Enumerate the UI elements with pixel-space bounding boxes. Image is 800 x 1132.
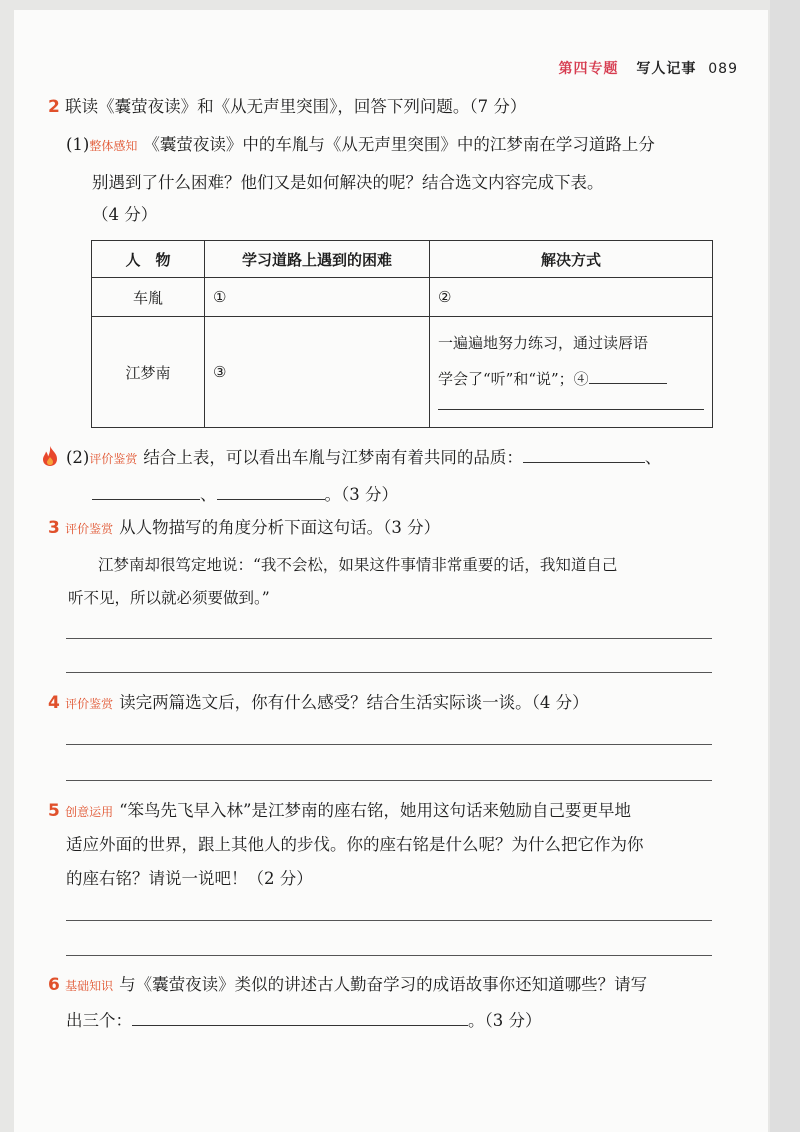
category-tag: 基础知识 bbox=[65, 979, 114, 993]
answer-blank[interactable] bbox=[132, 1007, 468, 1026]
question-3 bbox=[48, 513, 440, 544]
question-text: 联读《囊萤夜读》和《从无声里突围》，回答下列问题。（7 分） bbox=[65, 97, 527, 116]
q2-sub2-line1 bbox=[66, 443, 661, 474]
difficulty-cell[interactable]: ③ bbox=[205, 317, 430, 428]
question-number: 5 bbox=[48, 801, 60, 821]
answer-line[interactable] bbox=[66, 920, 712, 921]
q2-sub1-line2: 别遇到了什么困难？他们又是如何解决的呢？结合选文内容完成下表。 bbox=[92, 173, 604, 192]
solution-cell[interactable] bbox=[430, 317, 713, 428]
table-header-cell: 学习道路上遇到的困难 bbox=[205, 241, 430, 278]
table-header-cell: 解决方式 bbox=[430, 241, 713, 278]
line-prefix: 出三个： bbox=[66, 1011, 132, 1030]
q2-sub2-line2 bbox=[92, 480, 398, 510]
answer-blank-line[interactable] bbox=[438, 397, 704, 410]
category-tag: 评价鉴赏 bbox=[89, 452, 138, 466]
question-5 bbox=[48, 796, 631, 827]
person-name-cell: 江梦南 bbox=[92, 317, 205, 428]
sub-label: (1) bbox=[66, 135, 90, 154]
separator: 、 bbox=[644, 448, 662, 467]
solution-line: 一遍遍地努力练习，通过读唇语 bbox=[438, 333, 649, 352]
answer-blank[interactable] bbox=[92, 481, 200, 500]
answer-line[interactable] bbox=[66, 744, 712, 745]
category-tag: 创意运用 bbox=[65, 805, 114, 819]
page-number: 089 bbox=[708, 61, 738, 77]
category-tag: 评价鉴赏 bbox=[65, 697, 114, 711]
separator: 、 bbox=[200, 485, 217, 504]
question-text: “笨鸟先飞早入林”是江梦南的座右铭，她用这句话来勉励自己要更早地 bbox=[119, 801, 631, 820]
question-6 bbox=[48, 970, 647, 1001]
q5-line3: 的座右铭？请说一说吧！（2 分） bbox=[66, 869, 313, 888]
answer-line[interactable] bbox=[66, 780, 712, 781]
table-header-row bbox=[92, 241, 713, 278]
question-number: 3 bbox=[48, 518, 60, 538]
q3-quote-line1: 江梦南却很笃定地说：“我不会松，如果这件事情非常重要的话，我知道自己 bbox=[98, 556, 618, 574]
answer-blank[interactable] bbox=[589, 365, 667, 384]
solution-line-text: 学会了“听”和“说”；④ bbox=[438, 369, 589, 388]
line-end: 。（3 分） bbox=[468, 1011, 542, 1030]
category-tag: 评价鉴赏 bbox=[65, 522, 114, 536]
q5-line2: 适应外面的世界，跟上其他人的步伐。你的座右铭是什么呢？为什么把它作为你 bbox=[66, 835, 644, 854]
answer-blank[interactable] bbox=[217, 481, 325, 500]
sub-text: 《囊萤夜读》中的车胤与《从无声里突围》中的江梦南在学习道路上分 bbox=[143, 135, 655, 154]
page-edge bbox=[770, 0, 800, 1132]
solution-line bbox=[438, 361, 704, 397]
answer-line[interactable] bbox=[66, 638, 712, 639]
solution-cell[interactable]: ② bbox=[430, 278, 713, 317]
page-header bbox=[559, 58, 738, 78]
sub-label: (2) bbox=[66, 448, 90, 467]
q6-line2 bbox=[66, 1006, 542, 1036]
header-topic: 第四专题 bbox=[558, 61, 619, 77]
q2-sub1-line3: （4 分） bbox=[92, 205, 158, 224]
sub-text: 结合上表，可以看出车胤与江梦南有着共同的品质： bbox=[143, 448, 523, 467]
question-number: 2 bbox=[48, 97, 60, 117]
question-number: 4 bbox=[48, 693, 60, 713]
table-header-cell: 人 物 bbox=[92, 241, 205, 278]
question-4 bbox=[48, 688, 589, 719]
category-tag: 整体感知 bbox=[89, 139, 138, 153]
answer-line[interactable] bbox=[66, 955, 712, 956]
table-row bbox=[92, 278, 713, 317]
answer-table bbox=[91, 240, 713, 428]
sub-end: 。（3 分） bbox=[324, 485, 398, 504]
question-number: 6 bbox=[48, 975, 60, 995]
question-text: 读完两篇选文后，你有什么感受？结合生活实际谈一谈。（4 分） bbox=[119, 693, 589, 712]
question-text: 从人物描写的角度分析下面这句话。（3 分） bbox=[119, 518, 441, 537]
question-2 bbox=[48, 92, 526, 122]
answer-line[interactable] bbox=[66, 672, 712, 673]
question-text: 与《囊萤夜读》类似的讲述古人勤奋学习的成语故事你还知道哪些？请写 bbox=[119, 975, 648, 994]
flame-icon bbox=[41, 445, 59, 467]
header-section: 写人记事 bbox=[636, 61, 697, 77]
q2-sub1-line1 bbox=[66, 130, 655, 161]
difficulty-cell[interactable]: ① bbox=[205, 278, 430, 317]
person-name-cell: 车胤 bbox=[92, 278, 205, 317]
answer-blank[interactable] bbox=[523, 444, 645, 463]
q3-quote-line2: 听不见，所以就必须要做到。” bbox=[68, 589, 270, 607]
table-row bbox=[92, 317, 713, 428]
